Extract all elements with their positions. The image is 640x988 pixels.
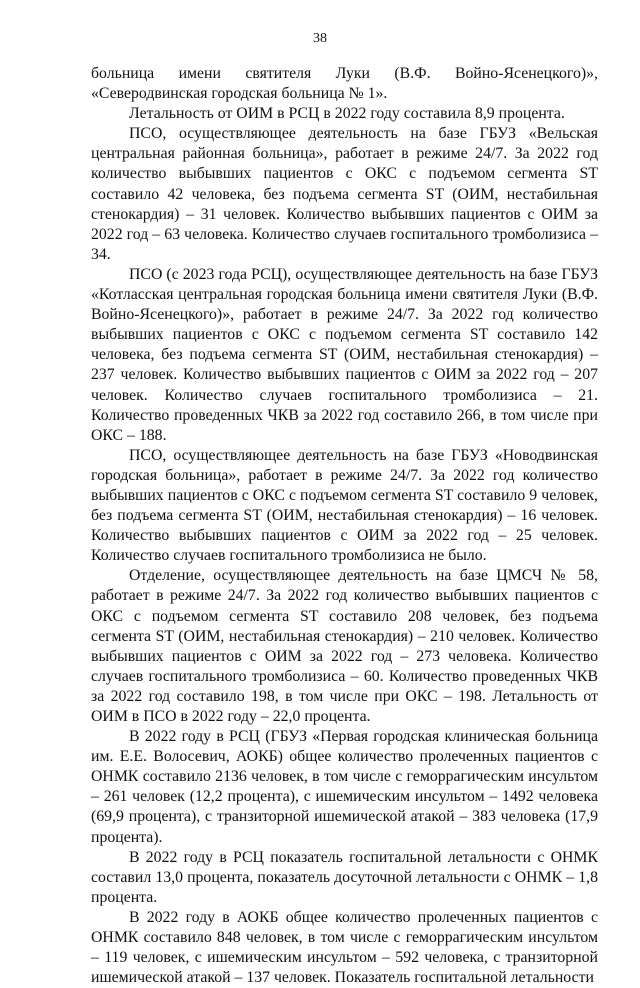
paragraph: В 2022 году в АОКБ общее количество пролеченных пациентов с ОНМК составило 848 человек, в том числе с геморрагическим инсультом – 119 человек, с ишемическим инсультом – 592 человека, с транзиторной ишемической атакой – 137 человек. Показатель госпитальной летальности: [91, 908, 598, 987]
paragraph: ПСО (с 2023 года РСЦ), осуществляющее деятельность на базе ГБУЗ «Котласская центральная городская больница имени святителя Луки (В.Ф. Войно-Ясенецкого)», работает в режиме 24/7. За 2022 год количество выбывших пациентов с ОКС с подъемом сегмента ST составило 142 человека, без подъема сегмента ST (ОИМ, нестабильная стенокардия) – 237 человек. Количество выбывших пациентов с ОИМ за 2022 год – 207 человек. Количество случаев госпитального тромболизиса – 21. Количество проведенных ЧКВ за 2022 год составило 266, в том числе при ОКС – 188.: [91, 265, 598, 444]
paragraph: Летальность от ОИМ в РСЦ в 2022 году составила 8,9 процента.: [129, 105, 565, 123]
paragraph: В 2022 году в РСЦ показатель госпитальной летальности с ОНМК составил 13,0 процента, показатель досуточной летальности с ОНМК – 1,8 процента.: [91, 848, 598, 906]
paragraph: больница имени святителя Луки (В.Ф. Войно-Ясенецкого)», «Северодвинская городская больница № 1».: [91, 65, 598, 103]
paragraph: ПСО, осуществляющее деятельность на базе ГБУЗ «Новодвинская городская больница», работает в режиме 24/7. За 2022 год количество выбывших пациентов с ОКС с подъемом сегмента ST составило 9 человек, без подъема сегмента ST (ОИМ, нестабильная стенокардия) – 16 человек. Количество выбывших пациентов с ОИМ за 2022 год – 25 человек. Количество случаев госпитального тромболизиса не было.: [91, 446, 598, 565]
document-body: [91, 64, 598, 988]
paragraph: Отделение, осуществляющее деятельность на базе ЦМСЧ № 58, работает в режиме 24/7. За 2022 год количество выбывших пациентов с ОКС с подъемом сегмента ST составило 208 человек, без подъема сегмента ST (ОИМ, нестабильная стенокардия) – 210 человек. Количество выбывших пациентов с ОИМ за 2022 год – 273 человека. Количество случаев госпитального тромболизиса – 60. Количество проведенных ЧКВ за 2022 год составило 198, в том числе при ОКС – 198. Летальность от ОИМ в ПСО в 2022 году – 22,0 процента.: [91, 567, 598, 725]
paragraph: В 2022 году в РСЦ (ГБУЗ «Первая городская клиническая больница им. Е.Е. Волосевич, АОКБ) общее количество пролеченных пациентов с ОНМК составило 2136 человек, в том числе с геморрагическим инсультом – 261 человек (12,2 процента), с ишемическим инсультом – 1492 человека (69,9 процента), с транзиторной ишемической атакой – 383 человека (17,9 процента).: [91, 728, 598, 846]
page-number: 38: [313, 31, 327, 46]
paragraph: ПСО, осуществляющее деятельность на базе ГБУЗ «Вельская центральная районная больница», работает в режиме 24/7. За 2022 год количество выбывших пациентов с ОКС с подъемом сегмента ST составило 42 человека, без подъема сегмента ST (ОИМ, нестабильная стенокардия) – 31 человек. Количество выбывших пациентов с ОИМ за 2022 год – 63 человека. Количество случаев госпитального тромболизиса – 34.: [91, 125, 598, 263]
